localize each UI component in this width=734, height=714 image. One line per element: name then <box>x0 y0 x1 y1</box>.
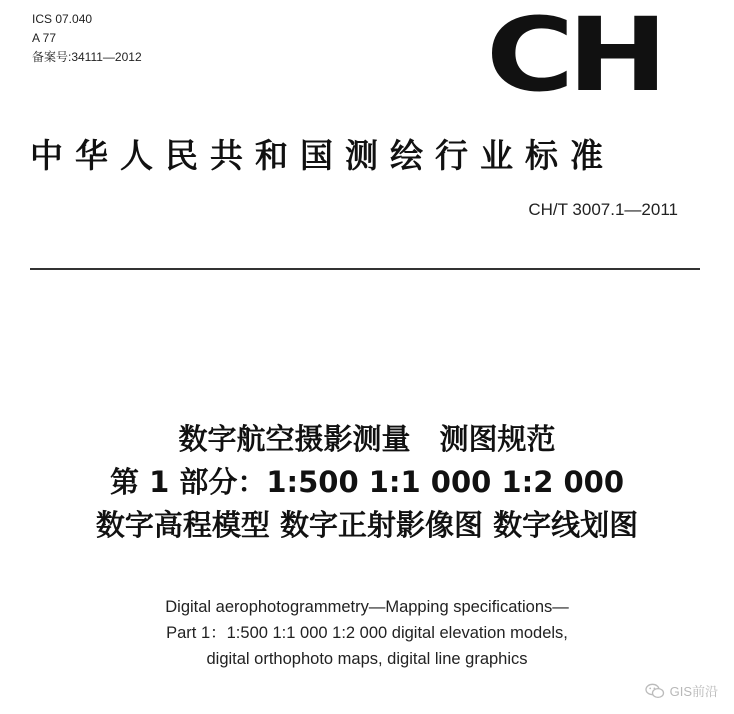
ics-code: ICS 07.040 <box>32 12 93 26</box>
english-title-line-3: digital orthophoto maps, digital line graphics <box>206 650 528 668</box>
header-divider <box>30 268 700 270</box>
english-title-line-1: Digital aerophotogrammetry—Mapping specifications— <box>165 598 569 616</box>
document-metadata <box>32 10 142 67</box>
organization-title: 中华人民共和国测绘行业标准 <box>30 136 615 175</box>
watermark <box>645 681 718 700</box>
filing-number: 备案号:34111—2012 <box>32 50 142 64</box>
standard-number: CH/T 3007.1—2011 <box>528 200 678 219</box>
chinese-title-line-3: 数字高程模型 数字正射影像图 数字线划图 <box>95 508 639 542</box>
chinese-title-line-2: 第 1 部分：1:500 1:1 000 1:2 000 <box>109 465 625 499</box>
classification-code: A 77 <box>32 31 57 45</box>
chinese-title-line-1: 数字航空摄影测量 测图规范 <box>178 422 556 456</box>
english-title-line-2: Part 1：1:500 1:1 000 1:2 000 digital elevation models, <box>166 624 568 642</box>
chinese-title <box>0 418 734 547</box>
watermark-text: GIS前沿 <box>669 684 718 699</box>
english-title <box>0 594 734 672</box>
ch-logo: CH <box>486 0 661 115</box>
wechat-icon <box>645 683 665 699</box>
